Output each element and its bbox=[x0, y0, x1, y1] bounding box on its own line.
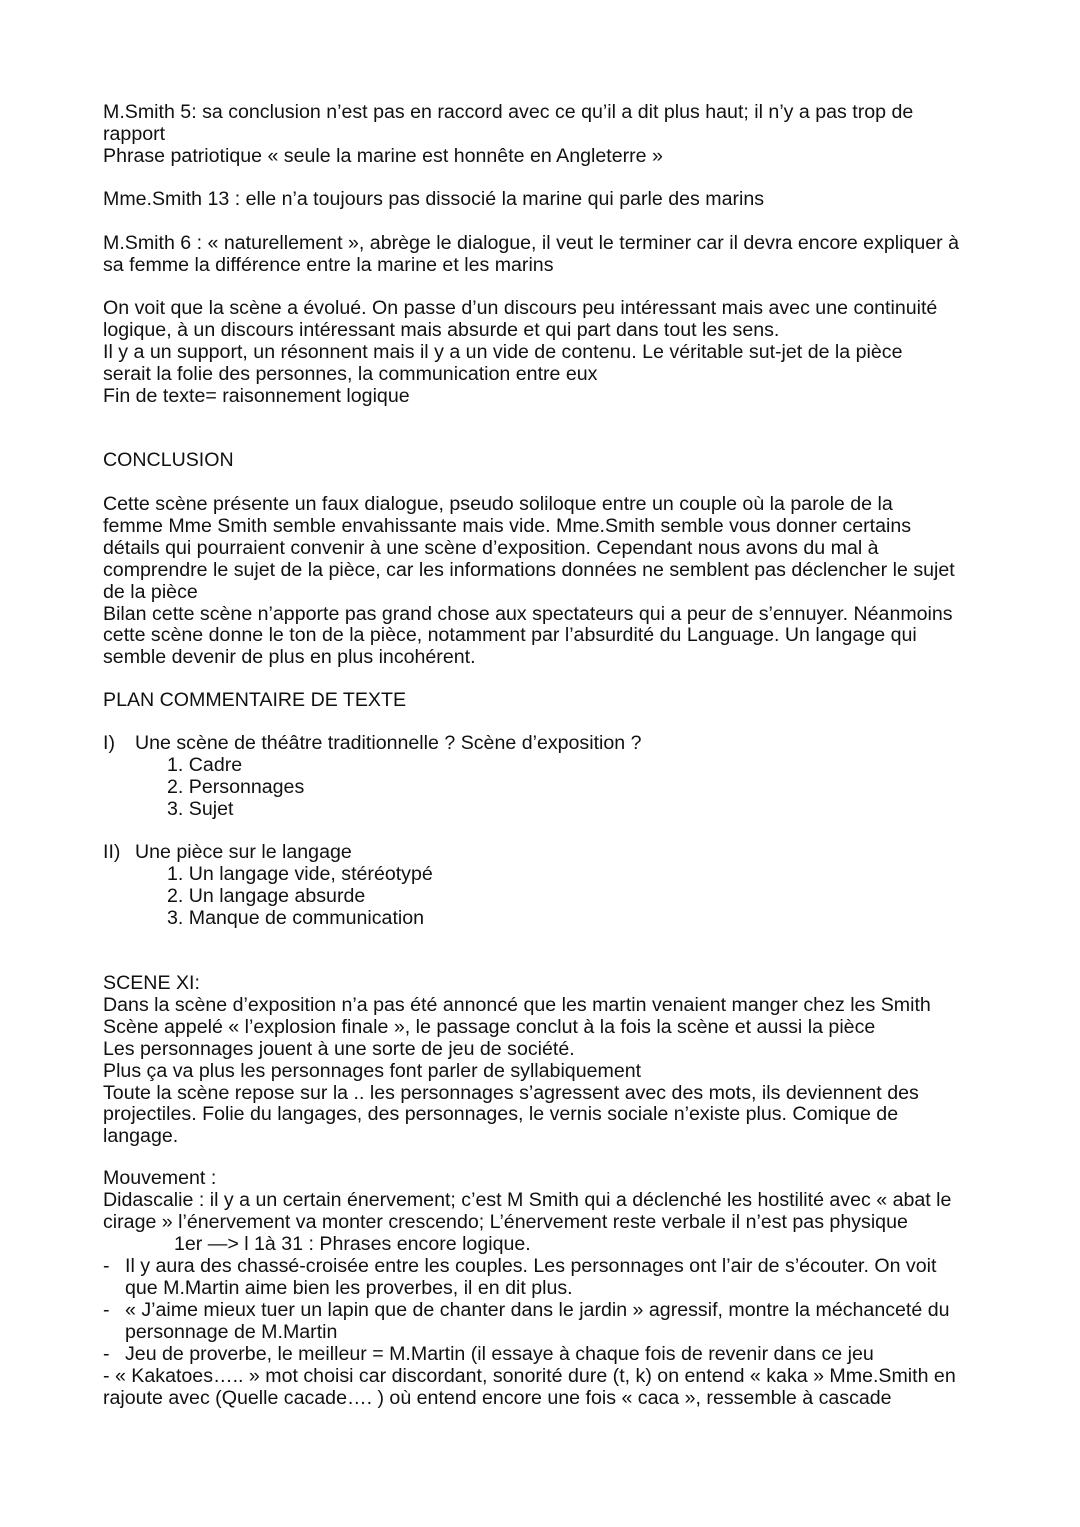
plan-part-title: Une scène de théâtre traditionnelle ? Scène d’exposition ? bbox=[135, 732, 642, 754]
text-line: rajoute avec (Quelle cacade…. ) où entend encore une fois « caca », ressemble à cascade bbox=[103, 1386, 892, 1409]
paragraph-mouvement bbox=[103, 1168, 1003, 1234]
text-line: sa femme la différence entre la marine et les marins bbox=[103, 253, 554, 276]
text-line: serait la folie des personnes, la communication entre eux bbox=[103, 362, 598, 385]
paragraph-kakatoes bbox=[103, 1366, 1003, 1410]
text-line: « J’aime mieux tuer un lapin que de chanter dans le jardin » agressif, montre la méchanceté du bbox=[125, 1299, 950, 1321]
roman-numeral: I) bbox=[103, 732, 115, 754]
mouvement-sub bbox=[174, 1234, 531, 1256]
plan-part-title: Une pièce sur le langage bbox=[135, 841, 352, 863]
text-line: Plus ça va plus les personnages font parler de syllabiquement bbox=[103, 1059, 642, 1082]
text-line: Bilan cette scène n’apporte pas grand chose aux spectateurs qui a peur de s’ennuyer. Néanmoins bbox=[103, 602, 953, 625]
text-line: Scène appelé « l’explosion finale », le passage conclut à la fois la scène et aussi la pièce bbox=[103, 1015, 876, 1038]
text-line: M.Smith 6 : « naturellement », abrège le dialogue, il veut le terminer car il devra encore expliquer à bbox=[103, 232, 960, 254]
text-line: cirage » l’énervement va monter crescendo; L’énervement reste verbale il n’est pas physique bbox=[103, 1210, 908, 1233]
paragraph-scene-xi bbox=[103, 973, 1003, 1148]
text-line: M.Smith 5: sa conclusion n’est pas en raccord avec ce qu’il a dit plus haut; il n’y a pas trop de bbox=[103, 101, 914, 123]
conclusion-heading bbox=[103, 450, 1003, 472]
text-line: Il y aura des chassé-croisée entre les couples. Les personnages ont l’air de s’écouter. On voit bbox=[125, 1255, 937, 1277]
text-line: SCENE XI: bbox=[103, 972, 200, 994]
text-line: femme Mme Smith semble envahissante mais vide. Mme.Smith semble vous donner certains bbox=[103, 514, 912, 537]
plan-part-1-items bbox=[167, 755, 304, 821]
bullet-dash: - bbox=[103, 1299, 110, 1321]
paragraph-mme13 bbox=[103, 189, 1003, 211]
bullet-dash: - bbox=[103, 1255, 110, 1277]
text-line: détails qui pourraient convenir à une scène d’exposition. Cependant nous avons du mal à bbox=[103, 536, 879, 559]
bullet-dash: - bbox=[103, 1343, 110, 1365]
text-line: langage. bbox=[103, 1125, 179, 1148]
plan-part-2 bbox=[103, 842, 352, 864]
text-line: Mouvement : bbox=[103, 1167, 217, 1189]
plan-part-1 bbox=[103, 733, 642, 755]
text-line: 1er —> l 1à 31 : Phrases encore logique. bbox=[174, 1233, 531, 1255]
text-line: Les personnages jouent à une sorte de jeu de société. bbox=[103, 1037, 575, 1060]
text-line: que M.Martin aime bien les proverbes, il en dit plus. bbox=[125, 1276, 573, 1299]
list-item: 3. Sujet bbox=[167, 797, 234, 820]
paragraph-conclusion bbox=[103, 494, 1003, 669]
text-line: Mme.Smith 13 : elle n’a toujours pas dissocié la marine qui parle des marins bbox=[103, 188, 765, 210]
text-line: - « Kakatoes….. » mot choisi car discordant, sonorité dure (t, k) on entend « kaka » Mme.Smith en bbox=[103, 1365, 956, 1387]
text-line: On voit que la scène a évolué. On passe d’un discours peu intéressant mais avec une continuité bbox=[103, 297, 938, 319]
list-item: 1. Cadre bbox=[167, 754, 243, 776]
paragraph-msmith6 bbox=[103, 233, 1003, 277]
list-item: 2. Personnages bbox=[167, 775, 305, 798]
plan-part-2-items bbox=[167, 864, 433, 930]
text-line: Cette scène présente un faux dialogue, pseudo soliloque entre un couple où la parole de la bbox=[103, 493, 893, 515]
list-item: 3. Manque de communication bbox=[167, 906, 425, 929]
roman-numeral: II) bbox=[103, 841, 121, 863]
text-line: personnage de M.Martin bbox=[125, 1320, 338, 1343]
text-line: rapport bbox=[103, 122, 166, 145]
section-title: CONCLUSION bbox=[103, 449, 234, 471]
text-line: Il y a un support, un résonnent mais il y a un vide de contenu. Le véritable sut-jet de la pièce bbox=[103, 340, 903, 363]
section-title: PLAN COMMENTAIRE DE TEXTE bbox=[103, 689, 407, 711]
text-line: logique, à un discours intéressant mais absurde et qui part dans tout les sens. bbox=[103, 318, 780, 341]
text-line: Fin de texte= raisonnement logique bbox=[103, 384, 410, 407]
text-line: Jeu de proverbe, le meilleur = M.Martin (il essaye à chaque fois de revenir dans ce jeu bbox=[125, 1343, 874, 1365]
text-line: projectiles. Folie du langages, des personnages, le vernis sociale n’existe plus. Comique de bbox=[103, 1103, 899, 1126]
text-line: semble devenir de plus en plus incohérent. bbox=[103, 646, 476, 669]
paragraph-evolution bbox=[103, 298, 1003, 408]
list-item: 2. Un langage absurde bbox=[167, 884, 366, 907]
plan-heading bbox=[103, 690, 1003, 712]
text-line: Toute la scène repose sur la .. les personnages s’agressent avec des mots, ils deviennent des bbox=[103, 1081, 919, 1104]
text-line: Didascalie : il y a un certain énervement; c’est M Smith qui a déclenché les hostilité avec « abat le bbox=[103, 1188, 952, 1211]
text-line: de la pièce bbox=[103, 580, 198, 603]
paragraph-msmith5 bbox=[103, 102, 1003, 168]
text-line: comprendre le sujet de la pièce, car les informations données ne semblent pas déclencher le sujet bbox=[103, 558, 955, 581]
text-line: Dans la scène d’exposition n’a pas été annoncé que les martin venaient manger chez les Smith bbox=[103, 993, 931, 1016]
text-line: cette scène donne le ton de la pièce, notamment par l’absurdité du Language. Un langage qui bbox=[103, 624, 917, 647]
list-item: 1. Un langage vide, stéréotypé bbox=[167, 863, 433, 885]
text-line: Phrase patriotique « seule la marine est honnête en Angleterre » bbox=[103, 144, 663, 167]
